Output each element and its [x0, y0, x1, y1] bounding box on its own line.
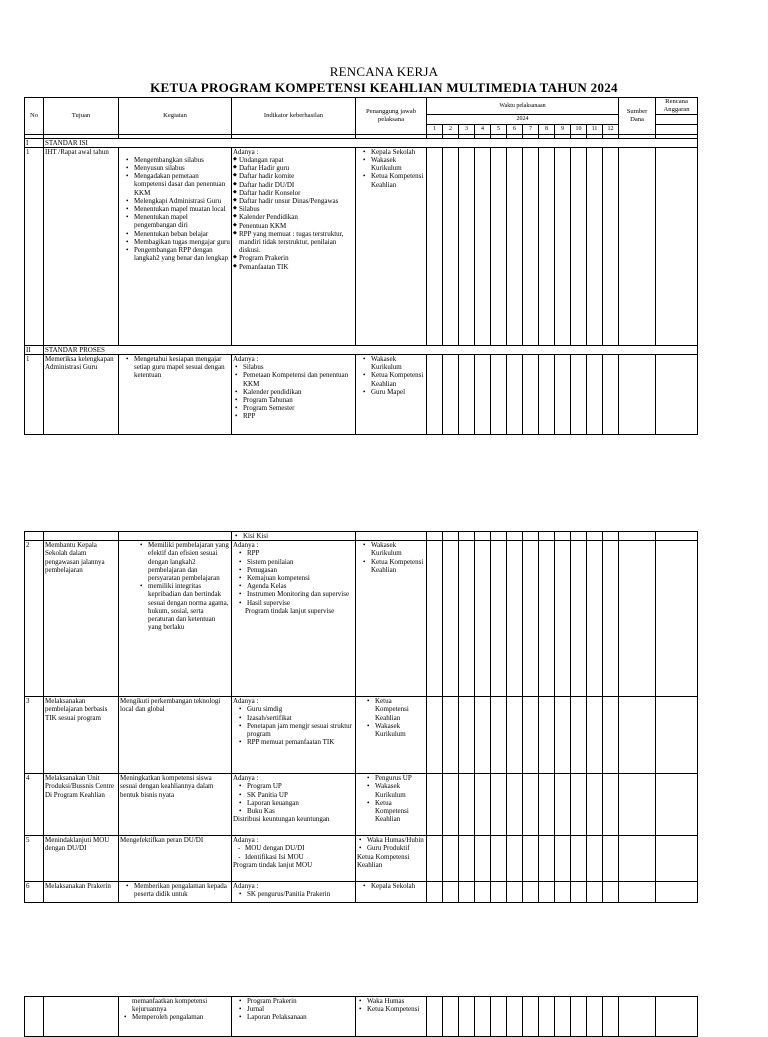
indikator-item: • SK Panitia UP: [247, 791, 354, 799]
kegiatan-item: • Memperoleh pengalaman: [132, 1013, 230, 1021]
row-indikator: [232, 532, 356, 541]
indikator-item: ◆ Penentuan KKM: [239, 222, 354, 230]
kegiatan-item: • Melengkapi Administrasi Guru: [134, 197, 230, 205]
month-7: 7: [523, 124, 539, 134]
indikator-item: • Guru simdig: [247, 705, 354, 713]
row-penanggung-jawab: [356, 355, 427, 435]
kegiatan-item: • Menyusun silabus: [134, 164, 230, 172]
indikator-item: • Kisi Kisi: [243, 532, 354, 540]
pj-item: • Wakasek Kurikulum: [375, 782, 425, 798]
kegiatan-item: • Menentukan mapel muatan local: [134, 205, 230, 213]
indikator-item: • Kalender pendidikan: [243, 388, 354, 396]
month-3: 3: [459, 124, 475, 134]
indikator-item: • Kemajuan kompetensi: [247, 574, 354, 582]
row-kegiatan: [119, 997, 232, 1037]
indikator-head: Adanya :: [233, 697, 259, 706]
row-penanggung-jawab: [356, 997, 427, 1037]
indikator-item: • Buku Kas: [247, 807, 354, 815]
month-5: 5: [491, 124, 507, 134]
pj-item: • Wakasek Kurikulum: [371, 541, 425, 557]
row-indikator: [232, 882, 356, 903]
indikator-item: ◆ Daftar Hadir guru: [239, 164, 354, 172]
col-waktu-pelaksanaan: Waktu pelaksanaan: [427, 98, 619, 115]
year-label: 2024: [427, 115, 619, 124]
row-kegiatan: [119, 882, 232, 903]
row-number: 1: [25, 147, 44, 345]
kegiatan-item: • Memberikan pengalaman kepada peserta didik untuk: [134, 882, 230, 898]
row-tujuan: Memeriksa kelengkapan Administrasi Guru: [44, 355, 119, 435]
indikator-item: - Identifikasi Isi MOU: [245, 853, 354, 861]
month-12: 12: [603, 124, 619, 134]
indikator-item: • Program UP: [247, 782, 354, 790]
pj-item: • Wakasek Kurikulum: [375, 722, 425, 738]
row-kegiatan: Mengefektifkan peran DU/DI: [119, 836, 232, 882]
indikator-head: Adanya :: [233, 882, 259, 891]
indikator-head: Adanya :: [233, 836, 259, 845]
indikator-item: • Pemetaan Kompetensi dan penentuan KKM: [243, 371, 354, 387]
table-row: [25, 836, 698, 882]
indikator-item: • Hasil supervise: [247, 599, 354, 607]
row-number: 5: [25, 836, 44, 882]
month-4: 4: [475, 124, 491, 134]
row-penanggung-jawab: [356, 774, 427, 836]
indikator-item: • RPP: [247, 549, 354, 557]
pj-item: • Ketua Kompetensi: [367, 1005, 425, 1013]
row-tujuan: Melaksanakan Prakerin: [44, 882, 119, 903]
month-11: 11: [587, 124, 603, 134]
pj-item: • Waka Humas/Hubin: [367, 836, 425, 844]
indikator-item: • Silabus: [243, 363, 354, 371]
table-row: [25, 147, 698, 345]
col-indikator: Indikator keberhasilan: [232, 98, 356, 135]
indikator-item: • Laporan keuangan: [247, 799, 354, 807]
indikator-head: Adanya :: [233, 355, 259, 364]
indikator-item: ◆ Pemanfaatan TIK: [239, 263, 354, 271]
section-number: I: [25, 138, 44, 147]
kegiatan-item: • Mengadakan pemetaan kompetensi dasar dan penentuan KKM: [134, 172, 230, 197]
pj-item: • Kepala Sekolah: [371, 882, 425, 890]
work-plan-table-page1: [24, 97, 698, 435]
table-row: [25, 355, 698, 435]
col-penanggung-jawab: Penanggung jawab pelaksana: [356, 98, 427, 135]
row-kegiatan: [119, 541, 232, 697]
row-kegiatan: [119, 355, 232, 435]
row-number: 2: [25, 541, 44, 697]
indikator-item: • Penugasan: [247, 566, 354, 574]
indikator-item: • Program Semester: [243, 404, 354, 412]
indikator-item: • Program Tahunan: [243, 396, 354, 404]
row-penanggung-jawab: [356, 541, 427, 697]
indikator-item: ◆ Kalender Pendidikan: [239, 213, 354, 221]
indikator-item: • Sistem penilaian: [247, 558, 354, 566]
row-kegiatan: [119, 147, 232, 345]
indikator-tail: Program tindak lanjut supervise: [245, 606, 335, 615]
pj-item: • Ketua Kompetensi Keahlian: [371, 172, 425, 188]
kegiatan-item: • Mengembangkan silabus: [134, 156, 230, 164]
indikator-item: ◆ Silabus: [239, 205, 354, 213]
section-number: II: [25, 345, 44, 354]
month-6: 6: [507, 124, 523, 134]
row-penanggung-jawab: [356, 882, 427, 903]
indikator-item: ◆ Program Prakerin: [239, 254, 354, 262]
pj-tail: Ketua Kompetensi Keahlian: [357, 852, 410, 869]
col-tujuan: Tujuan: [44, 98, 119, 135]
indikator-item: • SK pengurus/Panitia Prakerin: [247, 890, 354, 898]
col-rencana-anggaran: Rencana Anggaran: [656, 98, 698, 115]
pj-item: • Waka Humas: [367, 997, 425, 1005]
kegiatan-item: • Mengetahui kesiapan mengajar setiap guru mapel sesuai dengan ketentuan: [134, 355, 230, 380]
month-1: 1: [427, 124, 443, 134]
indikator-item: • Izasah/sertifikat: [247, 714, 354, 722]
row-tujuan: Melaksanakan pembelajaran berbasis TIK sesuai program: [44, 697, 119, 774]
indikator-item: - MOU dengan DU/DI: [245, 844, 354, 852]
pj-item: • Kepala Sekolah: [371, 148, 425, 156]
table-row: [25, 774, 698, 836]
col-no: No: [25, 98, 44, 135]
section-label: STANDAR ISI: [44, 138, 698, 147]
kegiatan-item: • Memiliki pembelajaran yang efektif dan efisien sesuai dengan langkah2 pembelajaran dan persyaratan pembelajaran: [148, 541, 230, 582]
row-indikator: [232, 697, 356, 774]
row-penanggung-jawab: [356, 697, 427, 774]
table-row: [25, 997, 698, 1037]
indikator-item: ◆ Daftar hadir Konselor: [239, 189, 354, 197]
indikator-item: • Jurnal: [247, 1005, 354, 1013]
indikator-item: • Penetapan jam mengjr sesuai struktur program: [247, 722, 354, 738]
indikator-item: ◆ Daftar hadir DU/DI: [239, 181, 354, 189]
table-row: [25, 697, 698, 774]
row-tujuan: Melaksanakan Unit Produksi/Bussnis Centre Di Program Keahlian: [44, 774, 119, 836]
row-tujuan: IHT /Rapat awal tahun: [44, 147, 119, 345]
col-kegiatan: Kegiatan: [119, 98, 232, 135]
section-row-standar-proses: [25, 345, 698, 354]
indikator-item: • Instrumen Monitoring dan supervise: [247, 590, 354, 598]
indikator-tail: Distribusi keuntungan keuntungan: [233, 815, 330, 824]
kegiatan-line: memanfaatkan kompetensi kejuruannya: [132, 997, 208, 1014]
section-row-standar-isi: [25, 138, 698, 147]
month-9: 9: [555, 124, 571, 134]
work-plan-table-page2: [24, 531, 698, 903]
kegiatan-item: • Pengembangan RPP dengan langkah2 yang benar dan lengkap: [134, 246, 230, 262]
indikator-item: ◆ Daftar hadir unsur Dinas/Pengawas: [239, 197, 354, 205]
row-kegiatan: Meningkatkan kompetensi siswa sesuai dengan keahliannya dalam bentuk bisnis nyata: [119, 774, 232, 836]
pj-item: • Ketua Kompetensi Keahlian: [375, 799, 425, 824]
indikator-item: • Program Prakerin: [247, 997, 354, 1005]
document-title: RENCANA KERJA: [329, 64, 439, 79]
row-indikator: [232, 355, 356, 435]
kegiatan-item: • Menentukan mapel pengembangan diri: [134, 213, 230, 229]
row-penanggung-jawab: [356, 147, 427, 345]
indikator-item: ◆ Daftar hadir komite: [239, 172, 354, 180]
row-number: 6: [25, 882, 44, 903]
table-row: [25, 882, 698, 903]
pj-item: • Pengurus UP: [375, 774, 425, 782]
row-number: 1: [25, 355, 44, 435]
indikator-head: Adanya :: [233, 774, 259, 783]
indikator-item: • Agenda Kelas: [247, 582, 354, 590]
pj-item: • Ketua Kompetensi Keahlian: [371, 558, 425, 574]
row-tujuan: Menindaklanjuti MOU dengan DU/DI: [44, 836, 119, 882]
kegiatan-item: • memiliki integritas kepribadian dan bertindak sesuai dengan norma agama, hukum, sosial, serta peraturan dan ketentuan yang berlaku: [148, 582, 230, 631]
indikator-item: • RPP memuat pemanfaatan TIK: [247, 738, 354, 746]
kegiatan-item: • Menentukan beban belajar: [134, 230, 230, 238]
row-indikator: [232, 836, 356, 882]
row-penanggung-jawab: [356, 836, 427, 882]
kegiatan-item: • Membagikan tugas mengajar guru: [134, 238, 230, 246]
row-indikator: [232, 774, 356, 836]
row-indikator: [232, 147, 356, 345]
indikator-item: • RPP: [243, 412, 354, 420]
indikator-head: Adanya :: [233, 147, 259, 156]
table-row: [25, 541, 698, 697]
indikator-tail: Program tindak lanjut MOU: [233, 860, 313, 869]
month-10: 10: [571, 124, 587, 134]
pj-item: • Guru Produktif: [367, 844, 425, 852]
indikator-head: Adanya :: [233, 541, 259, 550]
month-8: 8: [539, 124, 555, 134]
pj-item: • Wakasek Kurikulum: [371, 156, 425, 172]
row-tujuan: Membantu Kepala Sekolah dalam pengawasan jalannya pembelajaran: [44, 541, 119, 697]
pj-item: • Wakasek Kurikulum: [371, 355, 425, 371]
month-2: 2: [443, 124, 459, 134]
row-indikator: [232, 541, 356, 697]
row-number: 3: [25, 697, 44, 774]
row-kegiatan: Mengikuti perkembangan teknologi local dan global: [119, 697, 232, 774]
pj-item: • Ketua Kompetensi Keahlian: [371, 371, 425, 387]
indikator-item: ◆ RPP yang memuat : tugas terstruktur, mandiri tidak terstruktur, penilaian diskusi.: [239, 230, 354, 255]
document-subtitle: KETUA PROGRAM KOMPETENSI KEAHLIAN MULTIMEDIA TAHUN 2024: [150, 80, 618, 95]
continuation-row: [25, 532, 698, 541]
col-sumber-dana: Sumber Dana: [619, 98, 656, 135]
row-number: 4: [25, 774, 44, 836]
pj-item: • Ketua Kompetensi Keahlian: [375, 697, 425, 722]
indikator-item: • Laporan Pelaksanaan: [247, 1013, 354, 1021]
pj-item: • Guru Mapel: [371, 388, 425, 396]
row-indikator: [232, 997, 356, 1037]
work-plan-table-page3: [24, 996, 698, 1037]
section-label: STANDAR PROSES: [44, 345, 698, 354]
indikator-item: ◆ Undangan rapat: [239, 156, 354, 164]
